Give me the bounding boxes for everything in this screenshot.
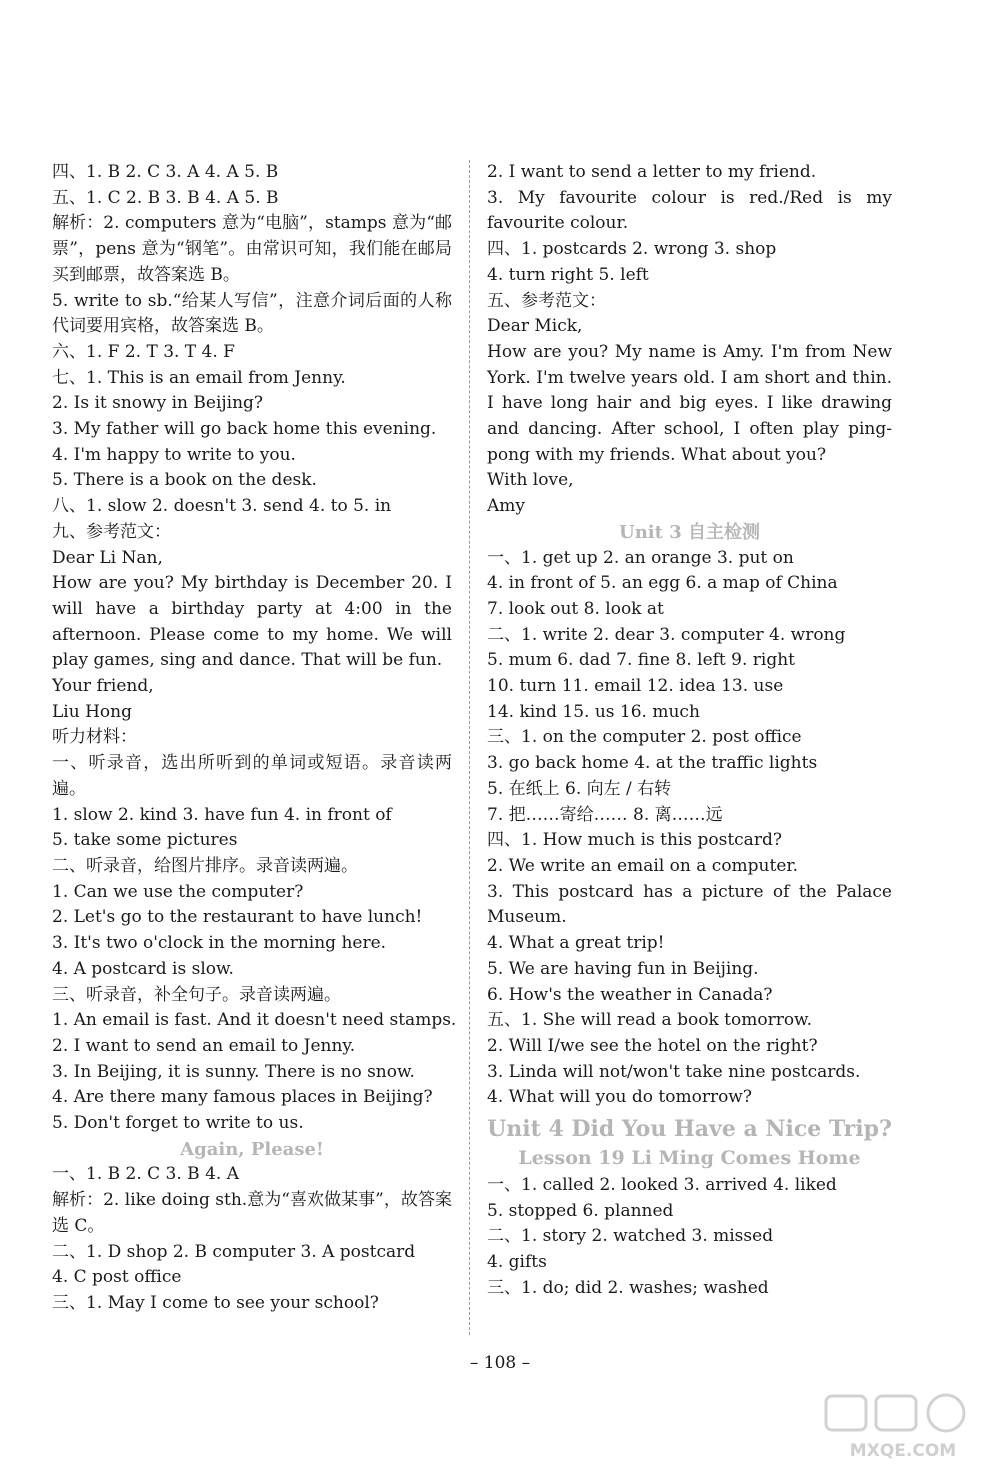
- answer-line: 7. 把……寄给…… 8. 离……远: [487, 804, 723, 825]
- answer-line: 二、1. D shop 2. B computer 3. A postcard: [52, 1241, 416, 1262]
- answer-line: 一、1. B 2. C 3. B 4. A: [52, 1164, 239, 1185]
- explanation: 解析：2. like doing sth.意为“喜欢做某事”，故答案选 C。: [52, 1190, 452, 1236]
- answer-line: 5. 在纸上 6. 向左 / 右转: [487, 778, 672, 799]
- answer-line: 4. What a great trip!: [487, 933, 665, 954]
- lesson19-heading: Lesson 19 Li Ming Comes Home: [518, 1147, 861, 1170]
- section-label: 听力材料：: [52, 727, 137, 748]
- right-column: [487, 160, 892, 1302]
- answer-line: 二、1. story 2. watched 3. missed: [487, 1226, 774, 1247]
- answer-line: 4. gifts: [487, 1252, 547, 1273]
- letter-body: How are you? My name is Amy. I'm from New York. I'm twelve years old. I am short and thin. I have long hair and big eyes. I like drawing and dancing. After school, I often play ping-pong with my friends. What about you?: [487, 341, 892, 465]
- answer-line: 4. C post office: [52, 1267, 182, 1288]
- answer-line: 7. look out 8. look at: [487, 598, 664, 619]
- explanation: 解析：2. computers 意为“电脑”，stamps 意为“邮票”，pens 意为“钢笔”。由常识可知，我们能在邮局买到邮票，故答案选 B。: [52, 213, 452, 285]
- answer-line: 3. In Beijing, it is sunny. There is no snow.: [52, 1061, 415, 1082]
- answer-line: 10. turn 11. email 12. idea 13. use: [487, 676, 784, 697]
- answer-line: 四、1. B 2. C 3. A 4. A 5. B: [52, 162, 279, 182]
- answer-line: 八、1. slow 2. doesn't 3. send 4. to 5. in: [52, 496, 392, 517]
- answer-line: 2. Let's go to the restaurant to have lunch!: [52, 907, 423, 928]
- answer-line: 四、1. How much is this postcard?: [487, 830, 782, 851]
- answer-line: 4. Are there many famous places in Beijing?: [52, 1087, 433, 1108]
- answer-line: 一、1. called 2. looked 3. arrived 4. liked: [487, 1175, 837, 1196]
- answer-line: 5. stopped 6. planned: [487, 1200, 674, 1221]
- listening-instruction: 一、听录音，选出所听到的单词或短语。录音读两遍。: [52, 753, 452, 799]
- explanation: 5. write to sb.“给某人写信”，注意介词后面的人称代词要用宾格，故答案选 B。: [52, 290, 452, 337]
- answer-line: 4. I'm happy to write to you.: [52, 444, 296, 465]
- section-label: 九、参考范文：: [52, 521, 171, 542]
- answer-line: 4. A postcard is slow.: [52, 958, 234, 979]
- letter-greeting: Dear Mick,: [487, 316, 583, 337]
- answer-line: 4. in front of 5. an egg 6. a map of China: [487, 573, 838, 594]
- answer-line: 3. go back home 4. at the traffic lights: [487, 753, 818, 774]
- left-column: [52, 160, 457, 1317]
- answer-line: 4. turn right 5. left: [487, 264, 649, 285]
- answer-line: 3. It's two o'clock in the morning here.: [52, 933, 387, 954]
- watermark-text: MXQE.COM: [849, 1441, 957, 1461]
- answer-line: 3. My father will go back home this evening.: [52, 419, 437, 440]
- section-heading-again-please: Again, Please!: [180, 1138, 324, 1160]
- letter-signature: Amy: [487, 496, 526, 517]
- answer-line: 1. Can we use the computer?: [52, 881, 304, 902]
- answer-line: 5. take some pictures: [52, 830, 238, 851]
- watermark-logo: [818, 1392, 988, 1464]
- answer-line: 二、1. write 2. dear 3. computer 4. wrong: [487, 624, 846, 645]
- answer-line: 5. We are having fun in Beijing.: [487, 958, 759, 979]
- listening-instruction: 三、听录音，补全句子。录音读两遍。: [52, 984, 341, 1005]
- answer-line: 七、1. This is an email from Jenny.: [52, 367, 346, 388]
- answer-line: 6. How's the weather in Canada?: [487, 984, 773, 1005]
- answer-line: 2. I want to send an email to Jenny.: [52, 1035, 356, 1056]
- answer-line: 4. What will you do tomorrow?: [487, 1087, 752, 1108]
- answer-line: 1. slow 2. kind 3. have fun 4. in front of: [52, 804, 392, 825]
- column-divider: [469, 160, 470, 1335]
- answer-line: 三、1. do; did 2. washes; washed: [487, 1277, 769, 1298]
- answer-line: 2. We write an email on a computer.: [487, 855, 799, 876]
- page-number: – 108 –: [469, 1353, 531, 1373]
- answer-line: 六、1. F 2. T 3. T 4. F: [52, 341, 235, 362]
- answer-line: 5. Don't forget to write to us.: [52, 1113, 304, 1134]
- answer-line: 3. My favourite colour is red./Red is my favourite colour.: [487, 187, 892, 234]
- answer-line: 三、1. on the computer 2. post office: [487, 727, 802, 748]
- section-heading-unit3-test: Unit 3 自主检测: [619, 521, 760, 543]
- answer-line: 四、1. postcards 2. wrong 3. shop: [487, 239, 777, 260]
- answer-line: 3. This postcard has a picture of the Palace Museum.: [487, 881, 892, 928]
- answer-line: 1. An email is fast. And it doesn't need stamps.: [52, 1010, 457, 1031]
- unit4-heading: Unit 4 Did You Have a Nice Trip?: [487, 1116, 892, 1143]
- answer-line: 2. Is it snowy in Beijing?: [52, 393, 264, 414]
- letter-body: How are you? My birthday is December 20. I will have a birthday party at 4:00 in the afternoon. Please come to my home. We will play games, sing and dance. That will be fun.: [52, 573, 452, 671]
- answer-line: 2. I want to send a letter to my friend.: [487, 162, 817, 182]
- answer-line: 五、1. She will read a book tomorrow.: [487, 1010, 813, 1031]
- section-label: 五、参考范文：: [487, 290, 606, 311]
- listening-instruction: 二、听录音，给图片排序。录音读两遍。: [52, 855, 358, 876]
- answer-line: 3. Linda will not/won't take nine postcards.: [487, 1061, 861, 1082]
- letter-greeting: Dear Li Nan,: [52, 547, 163, 568]
- answer-line: 2. Will I/we see the hotel on the right?: [487, 1035, 818, 1056]
- answer-line: 五、1. C 2. B 3. B 4. A 5. B: [52, 187, 279, 208]
- answer-line: 一、1. get up 2. an orange 3. put on: [487, 547, 794, 568]
- answer-line: 14. kind 15. us 16. much: [487, 701, 700, 722]
- letter-closing: Your friend,: [52, 676, 154, 697]
- answer-line: 5. There is a book on the desk.: [52, 470, 317, 491]
- letter-closing: With love,: [487, 470, 574, 491]
- answer-line: 5. mum 6. dad 7. fine 8. left 9. right: [487, 650, 796, 671]
- answer-line: 三、1. May I come to see your school?: [52, 1292, 379, 1313]
- letter-signature: Liu Hong: [52, 701, 132, 722]
